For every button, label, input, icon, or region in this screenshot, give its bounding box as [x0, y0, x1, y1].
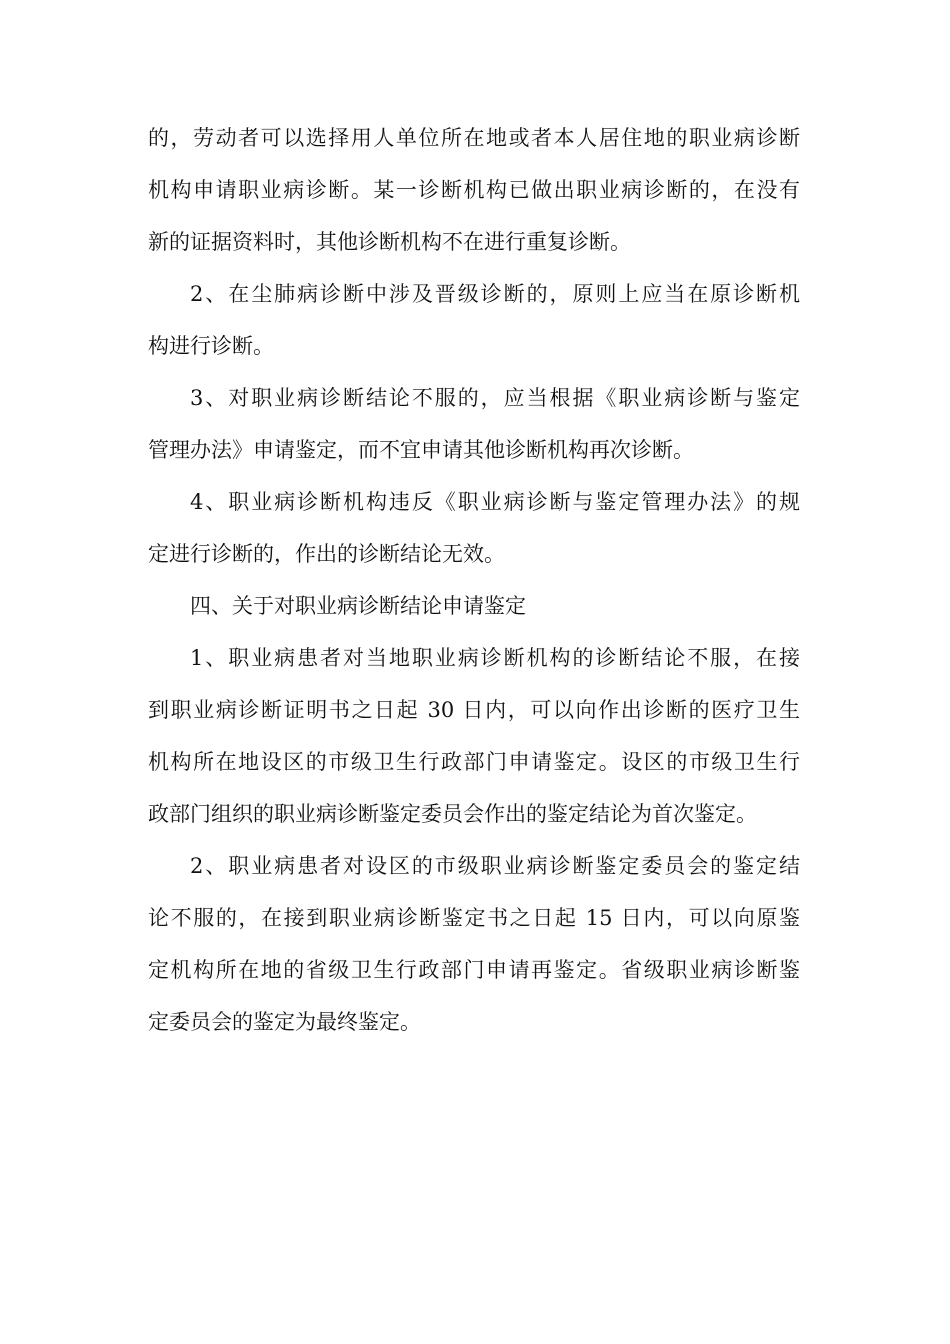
text-line: 定进行诊断的，作出的诊断结论无效。 [148, 542, 505, 566]
text-line: 的，劳动者可以选择用人单位所在地或者本人居住地的职业病诊断 [148, 126, 800, 150]
text-line: 到职业病诊断证明书之日起 30 日内，可以向作出诊断的医疗卫生 [148, 698, 800, 722]
paragraph-item-1: 1、职业病患者对当地职业病诊断机构的诊断结论不服，在接 [190, 646, 800, 670]
paragraph-item-3: 3、对职业病诊断结论不服的，应当根据《职业病诊断与鉴定 [190, 386, 800, 410]
text-line: 构进行诊断。 [148, 334, 274, 358]
section-heading: 四、关于对职业病诊断结论申请鉴定 [190, 594, 526, 618]
text-line: 论不服的，在接到职业病诊断鉴定书之日起 15 日内，可以向原鉴 [148, 906, 800, 930]
text-line: 机构申请职业病诊断。某一诊断机构已做出职业病诊断的，在没有 [148, 178, 800, 202]
paragraph-item-4: 4、职业病诊断机构违反《职业病诊断与鉴定管理办法》的规 [190, 490, 800, 514]
text-line: 定机构所在地的省级卫生行政部门申请再鉴定。省级职业病诊断鉴 [148, 958, 800, 982]
text-line: 政部门组织的职业病诊断鉴定委员会作出的鉴定结论为首次鉴定。 [148, 802, 757, 826]
text-line: 新的证据资料时，其他诊断机构不在进行重复诊断。 [148, 230, 631, 254]
text-line: 定委员会的鉴定为最终鉴定。 [148, 1010, 421, 1034]
text-line: 机构所在地设区的市级卫生行政部门申请鉴定。设区的市级卫生行 [148, 750, 800, 774]
paragraph-item-2: 2、在尘肺病诊断中涉及晋级诊断的，原则上应当在原诊断机 [190, 282, 800, 306]
text-line: 管理办法》申请鉴定，而不宜申请其他诊断机构再次诊断。 [148, 438, 694, 462]
document-body [148, 112, 800, 1048]
paragraph-item-2-appeal: 2、职业病患者对设区的市级职业病诊断鉴定委员会的鉴定结 [190, 854, 800, 878]
